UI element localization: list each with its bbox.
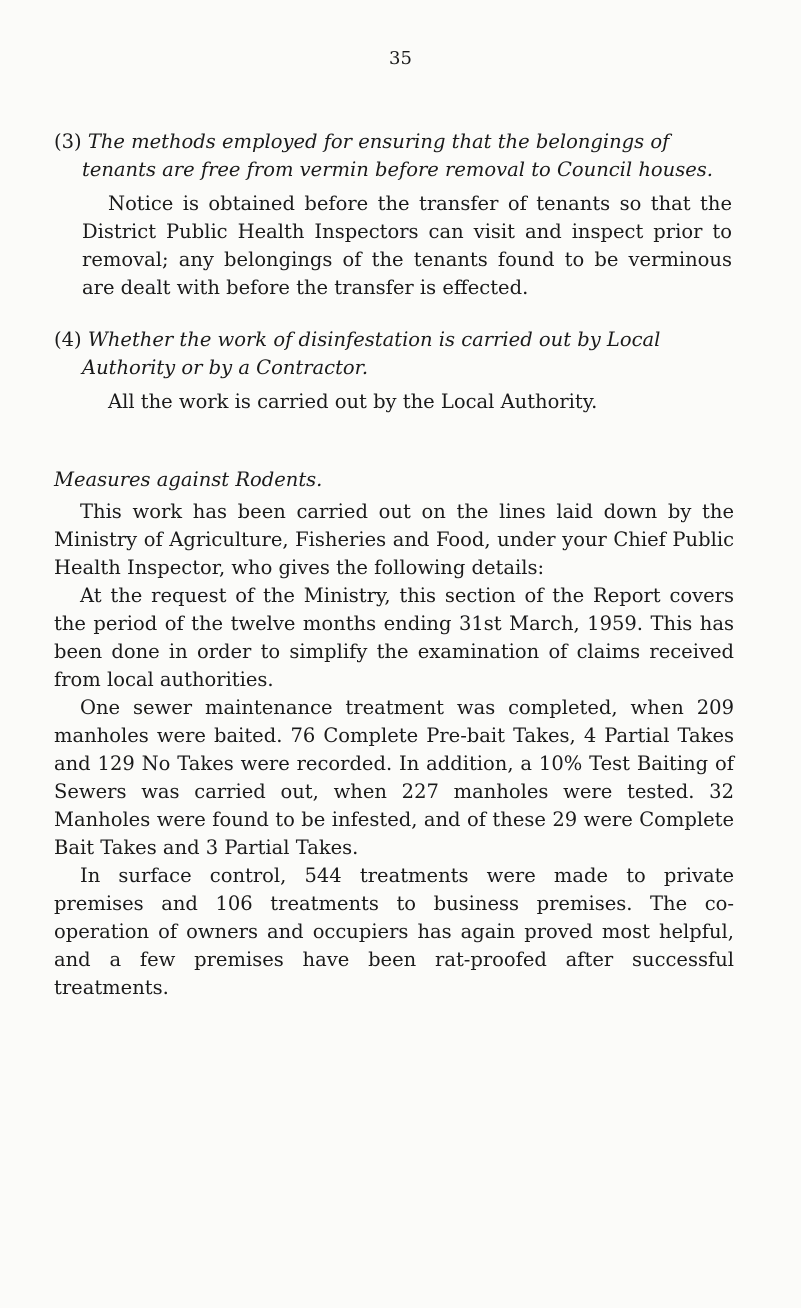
section-4-heading-line2: Authority or by a Contractor. xyxy=(82,356,369,379)
rodents-heading: Measures against Rodents. xyxy=(54,468,323,491)
section-4-number: (4) xyxy=(54,328,82,351)
page-number: 35 xyxy=(389,48,412,69)
section-3-number: (3) xyxy=(54,130,82,153)
section-3-heading-line1: The methods employed for ensuring that the belongings of xyxy=(87,130,670,153)
section-4-body xyxy=(54,388,732,416)
paragraph: Notice is obtained before the transfer of tenants so that the District Public Health Inspectors can visit and inspect prior to removal; any belongings of the tenants found to be verminous are dealt with before the transfer is effected. xyxy=(82,192,732,299)
section-4 xyxy=(54,326,732,416)
section-3-heading-line2: tenants are free from vermin before removal to Council houses. xyxy=(82,158,713,181)
paragraph: This work has been carried out on the lines laid down by the Ministry of Agriculture, Fisheries and Food, under your Chief Public Health Inspector, who gives the following details: xyxy=(54,500,734,579)
paragraph: At the request of the Ministry, this section of the Report covers the period of the twelve months ending 31st March, 1959. This has been done in order to simplify the examination of claims received from local authorities. xyxy=(54,584,734,691)
rodents-body xyxy=(54,498,734,1002)
section-3-body xyxy=(54,190,732,302)
section-4-heading-line1: Whether the work of disinfestation is carried out by Local xyxy=(87,328,661,351)
rodents-section xyxy=(54,466,734,1002)
paragraph: In surface control, 544 treatments were made to private premises and 106 treatments to business premises. The co-operation of owners and occupiers has again proved most helpful, and a few premises have been rat-proofed after successful treatments. xyxy=(54,864,734,999)
section-4-heading xyxy=(54,326,732,354)
section-3 xyxy=(54,128,732,302)
paragraph: All the work is carried out by the Local Authority. xyxy=(108,390,598,413)
section-3-heading xyxy=(54,128,732,156)
paragraph: One sewer maintenance treatment was completed, when 209 manholes were baited. 76 Complete Pre-bait Takes, 4 Partial Takes and 129 No Takes were recorded. In addition, a 10% Test Baiting of Sewers was carried out, when 227 manholes were tested. 32 Manholes were found to be infested, and of these 29 were Complete Bait Takes and 3 Partial Takes. xyxy=(54,696,734,859)
